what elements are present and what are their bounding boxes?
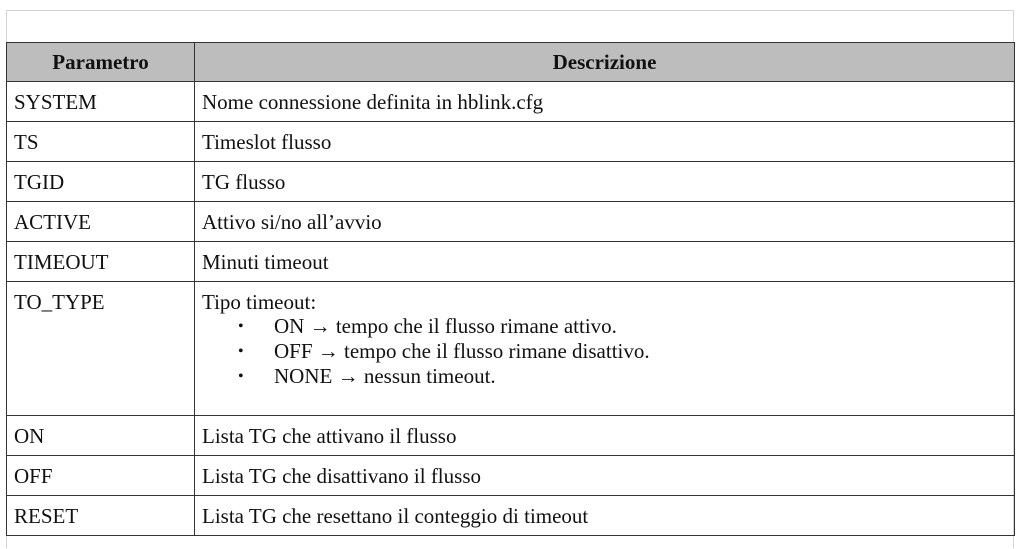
desc-cell: Lista TG che attivano il flusso — [195, 416, 1015, 456]
param-cell: RESET — [7, 496, 195, 536]
table-row — [7, 122, 1015, 162]
param-cell: TS — [7, 122, 195, 162]
table-row — [7, 242, 1015, 282]
table-header-row — [7, 43, 1015, 82]
table-row — [7, 456, 1015, 496]
param-cell: TIMEOUT — [7, 242, 195, 282]
desc-intro: Tipo timeout: — [202, 290, 317, 314]
parameter-table — [6, 42, 1015, 536]
param-cell: TO_TYPE — [7, 282, 195, 416]
bullet-list — [202, 314, 1007, 389]
header-parametro: Parametro — [7, 43, 195, 82]
bullet-item: • NONE → nessun timeout. — [238, 364, 1007, 389]
desc-cell: Attivo si/no all’avvio — [195, 202, 1015, 242]
bullet-item: • ON → tempo che il flusso rimane attivo. — [238, 314, 1007, 339]
desc-cell — [195, 282, 1015, 416]
desc-cell: TG flusso — [195, 162, 1015, 202]
desc-cell: Lista TG che resettano il conteggio di timeout — [195, 496, 1015, 536]
param-cell: ACTIVE — [7, 202, 195, 242]
param-cell: OFF — [7, 456, 195, 496]
table-row — [7, 162, 1015, 202]
table-row — [7, 496, 1015, 536]
table-row — [7, 202, 1015, 242]
bullet-item: • OFF → tempo che il flusso rimane disattivo. — [238, 339, 1007, 364]
table-row — [7, 282, 1015, 416]
desc-cell: Lista TG che disattivano il flusso — [195, 456, 1015, 496]
table-row — [7, 416, 1015, 456]
desc-cell: Nome connessione definita in hblink.cfg — [195, 82, 1015, 122]
desc-cell: Minuti timeout — [195, 242, 1015, 282]
param-cell: ON — [7, 416, 195, 456]
header-descrizione: Descrizione — [195, 43, 1015, 82]
param-cell: TGID — [7, 162, 195, 202]
table-row — [7, 82, 1015, 122]
param-cell: SYSTEM — [7, 82, 195, 122]
desc-cell: Timeslot flusso — [195, 122, 1015, 162]
